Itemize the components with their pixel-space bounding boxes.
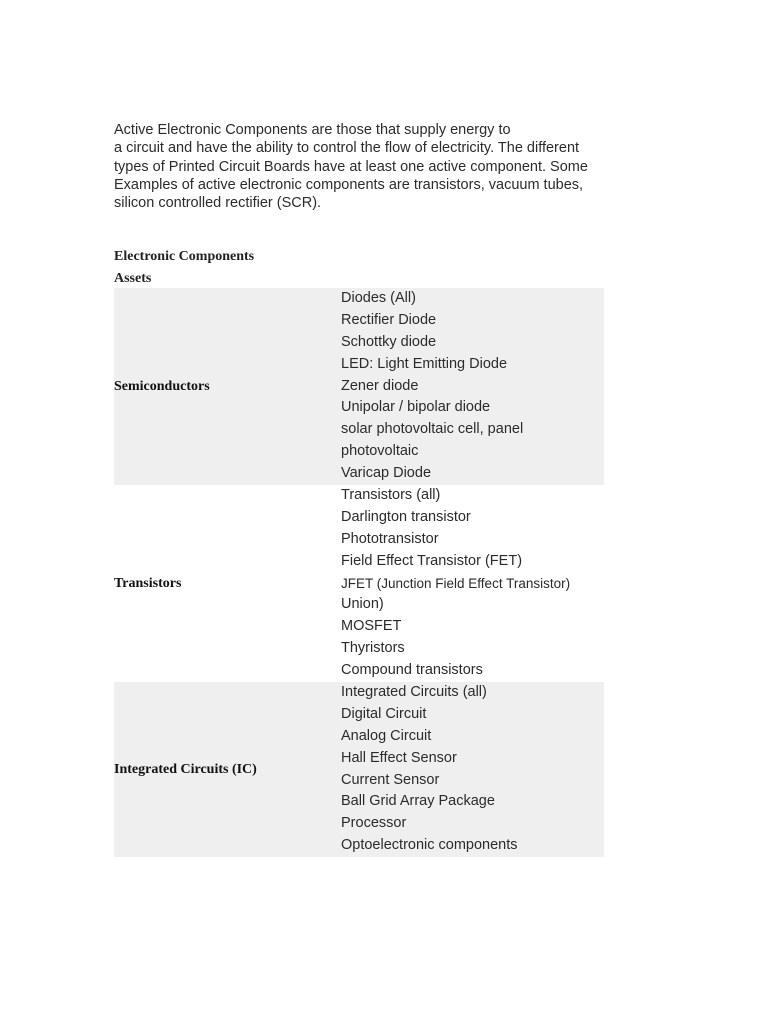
table-row — [114, 682, 604, 857]
table-row — [114, 485, 604, 682]
category-cell: Semiconductors — [114, 288, 341, 485]
list-item: MOSFET — [341, 618, 402, 635]
list-item: Compound transistors — [341, 662, 483, 679]
category-cell: Transistors — [114, 575, 182, 591]
intro-paragraph — [114, 121, 614, 212]
list-item: Ball Grid Array Package — [341, 793, 495, 810]
list-item: Zener diode — [341, 377, 419, 394]
list-item: Diodes (All) — [341, 290, 416, 306]
list-item: Processor — [341, 815, 407, 832]
items-cell — [341, 682, 604, 857]
list-item: Field Effect Transistor (FET) — [341, 552, 523, 569]
list-item: Thyristors — [341, 640, 405, 657]
list-item: Hall Effect Sensor — [341, 749, 457, 766]
table-subheading: Assets — [114, 271, 152, 286]
list-item: solar photovoltaic cell, panel — [341, 421, 524, 438]
table-row — [114, 288, 604, 485]
list-item: Unipolar / bipolar diode — [341, 399, 491, 416]
list-item: Optoelectronic components — [341, 837, 518, 854]
list-item: Analog Circuit — [341, 727, 432, 744]
list-item: Digital Circuit — [341, 705, 427, 722]
intro-line: a circuit and have the ability to control the flow of electricity. The different — [114, 140, 580, 157]
items-cell — [341, 485, 604, 682]
category-cell: Integrated Circuits (IC) — [114, 682, 341, 857]
intro-line: Active Electronic Components are those that supply energy to — [114, 122, 511, 138]
table-heading: Electronic Components — [114, 249, 255, 264]
list-item: Phototransistor — [341, 530, 439, 547]
list-item: Union) — [341, 596, 384, 613]
list-item: Darlington transistor — [341, 508, 471, 525]
list-item: Varicap Diode — [341, 465, 432, 482]
list-item: Transistors (all) — [341, 487, 441, 504]
components-table — [114, 288, 604, 857]
list-item: Rectifier Diode — [341, 311, 437, 328]
intro-line: silicon controlled rectifier (SCR). — [114, 195, 322, 212]
list-item: JFET (Junction Field Effect Transistor) — [341, 575, 571, 591]
list-item: Current Sensor — [341, 771, 440, 788]
items-cell — [341, 288, 604, 485]
list-item: Schottky diode — [341, 333, 437, 350]
list-item: LED: Light Emitting Diode — [341, 355, 508, 372]
intro-line: types of Printed Circuit Boards have at least one active component. Some — [114, 158, 588, 175]
intro-line: Examples of active electronic components are transistors, vacuum tubes, — [114, 176, 584, 193]
list-item: photovoltaic — [341, 443, 419, 460]
list-item: Integrated Circuits (all) — [341, 684, 487, 701]
